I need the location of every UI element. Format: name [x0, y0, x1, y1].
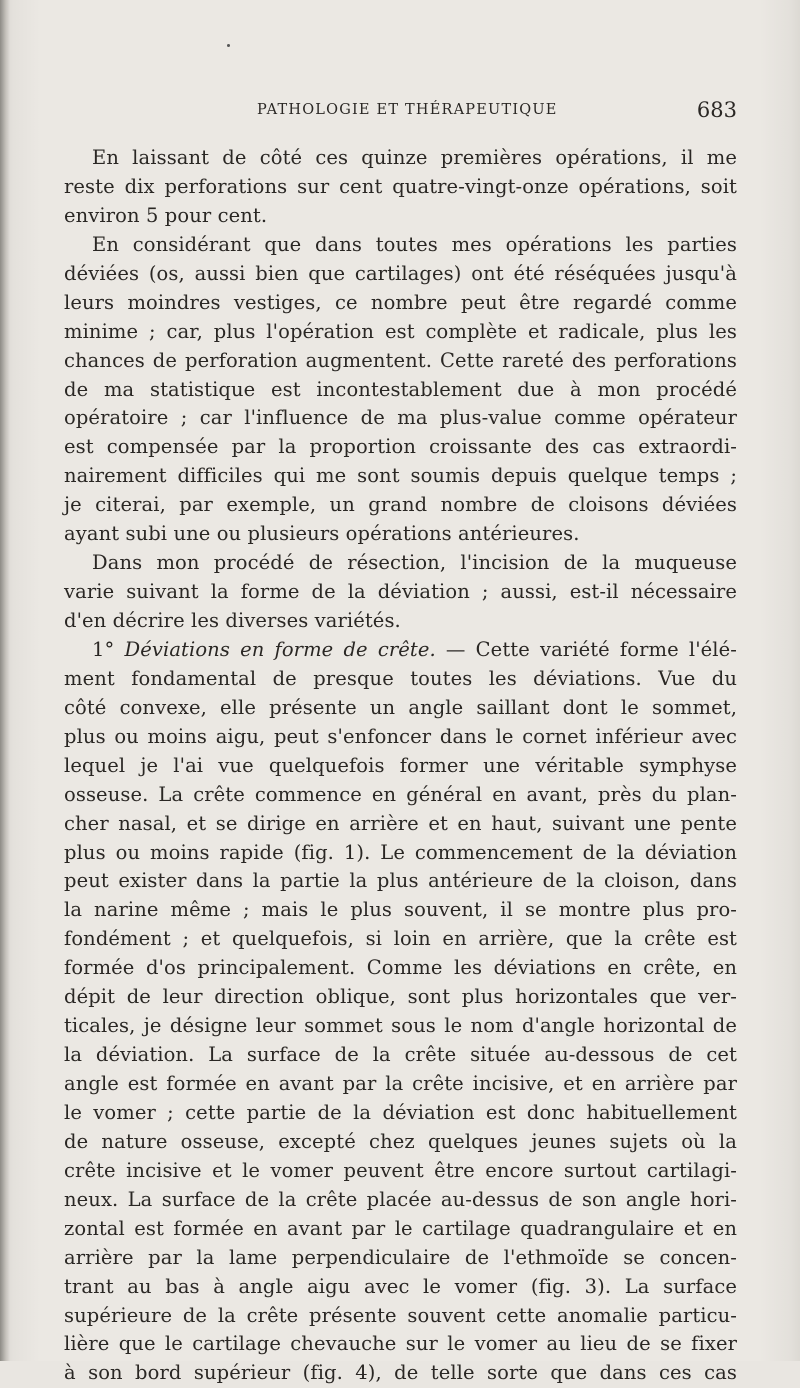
text-line: d'en décrire les diverses variétés.: [64, 609, 401, 632]
text-line: ayant subi une ou plusieurs opérations antérieures.: [64, 522, 580, 546]
text-line: peut exister dans la partie la plus antérieure de la cloison, dans: [64, 869, 737, 893]
text-line: chances de perforation augmentent. Cette rareté des perforations: [64, 348, 737, 372]
text-line: environ 5 pour cent.: [64, 203, 268, 227]
text-line: reste dix perforations sur cent quatre-vingt-onze opérations, soit: [64, 174, 737, 198]
text-line: En laissant de côté ces quinze premières opérations, il me: [92, 146, 737, 169]
text-line: je citerai, par exemple, un grand nombre de cloisons déviées: [64, 493, 737, 517]
text-line: zontal est formée en avant par le cartilage quadrangulaire et en: [64, 1216, 737, 1240]
section-number: 1°: [92, 637, 115, 661]
section-heading-line: [64, 636, 737, 665]
text-line: plus ou moins aigu, peut s'enfoncer dans le cornet inférieur avec: [64, 724, 737, 748]
text-line: varie suivant la forme de la déviation ; aussi, est-il nécessaire: [64, 580, 737, 604]
text-line: neux. La surface de la crête placée au-dessus de son angle hori-: [64, 1187, 737, 1211]
text-line: la déviation. La surface de la crête située au-dessous de cet: [64, 1043, 737, 1067]
text-line: minime ; car, plus l'opération est complète et radicale, plus les: [64, 319, 737, 343]
text-line: Dans mon procédé de résection, l'incision de la muqueuse: [92, 551, 737, 575]
text-line: de nature osseuse, excepté chez quelques jeunes sujets où la: [64, 1129, 737, 1153]
text-line: lière que le cartilage chevauche sur le vomer au lieu de se fixer: [64, 1332, 737, 1356]
text-line: à son bord supérieur (fig. 4), de telle sorte que dans ces cas: [64, 1361, 737, 1385]
text-line: osseuse. La crête commence en général en avant, près du plan-: [64, 782, 737, 806]
running-title: PATHOLOGIE ET THÉRAPEUTIQUE: [257, 102, 558, 118]
text-line: crête incisive et le vomer peuvent être encore surtout cartilagi-: [64, 1158, 737, 1182]
text-line: lequel je l'ai vue quelquefois former une véritable symphyse: [64, 753, 737, 777]
binding-shadow: [0, 0, 10, 1361]
section-text: — Cette variété forme l'élé-: [445, 637, 737, 661]
text-line: En considérant que dans toutes mes opérations les parties: [92, 232, 737, 256]
text-line: côté convexe, elle présente un angle saillant dont le sommet,: [64, 695, 737, 719]
text-line: angle est formée en avant par la crête incisive, et en arrière par: [64, 1072, 737, 1095]
text-line: ticales, je désigne leur sommet sous le nom d'angle horizontal de: [64, 1014, 737, 1038]
text-line: opératoire ; car l'influence de ma plus-value comme opérateur: [64, 406, 737, 430]
running-head: [62, 98, 737, 128]
text-line: dépit de leur direction oblique, sont plus horizontales que ver-: [64, 985, 737, 1009]
text-line: cher nasal, et se dirige en arrière et en haut, suivant une pente: [64, 811, 737, 835]
text-line: déviées (os, aussi bien que cartilages) ont été réséquées jusqu'à: [64, 261, 737, 285]
paper-speck: [227, 44, 230, 47]
text-line: fondément ; et quelquefois, si loin en arrière, que la crête est: [64, 927, 737, 951]
text-line: arrière par la lame perpendiculaire de l'ethmoïde se concen-: [64, 1245, 737, 1269]
text-line: formée d'os principalement. Comme les déviations en crête, en: [64, 956, 737, 980]
text-line: de ma statistique est incontestablement due à mon procédé: [64, 377, 737, 401]
page-number: 683: [696, 98, 737, 122]
text-line: trant au bas à angle aigu avec le vomer (fig. 3). La surface: [64, 1274, 737, 1298]
text-line: la narine même ; mais le plus souvent, il se montre plus pro-: [64, 898, 737, 922]
text-line: est compensée par la proportion croissante des cas extraordi-: [64, 435, 737, 459]
body-text: [64, 144, 737, 1388]
text-line: le vomer ; cette partie de la déviation est donc habituellement: [64, 1100, 737, 1124]
text-line: nairement difficiles qui me sont soumis depuis quelque temps ;: [64, 464, 737, 488]
text-line: leurs moindres vestiges, ce nombre peut être regardé comme: [64, 290, 737, 314]
text-line: ment fondamental de presque toutes les déviations. Vue du: [64, 666, 737, 690]
text-line: supérieure de la crête présente souvent cette anomalie particu-: [64, 1303, 737, 1327]
section-title: Déviations en forme de crête.: [124, 637, 436, 661]
text-line: plus ou moins rapide (fig. 1). Le commencement de la déviation: [64, 840, 737, 864]
